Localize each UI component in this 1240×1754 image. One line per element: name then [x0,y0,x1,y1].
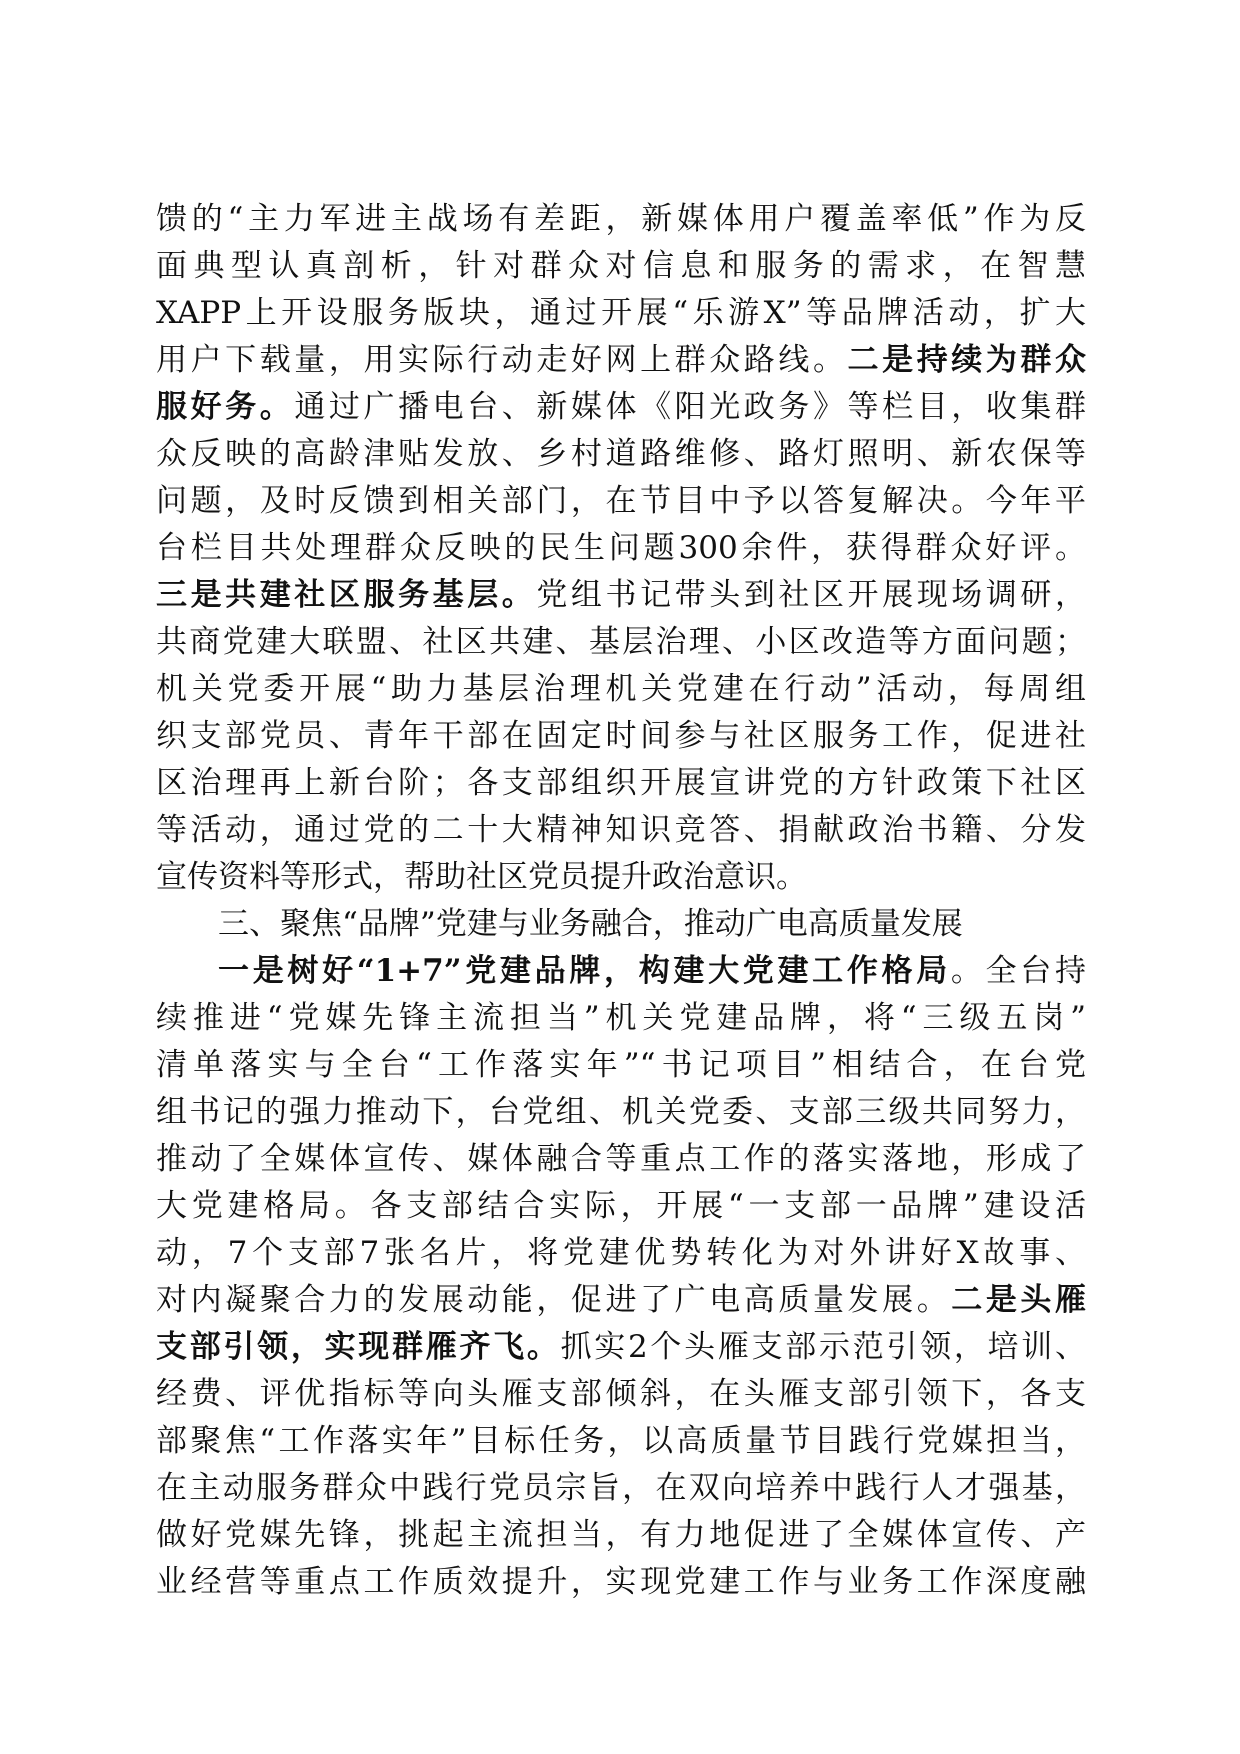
body-line: 在主动服务群众中践行党员宗旨，在双向培养中践行人才强基， [156,1470,1086,1506]
body-line: 大党建格局。各支部结合实际，开展“一支部一品牌”建设活 [156,1188,1086,1224]
body-line: 众反映的高龄津贴发放、乡村道路维修、路灯照明、新农保等 [156,436,1086,472]
body-line: 一是树好“1+7”党建品牌，构建大党建工作格局。全台持 [218,953,1086,989]
body-line: 台栏目共处理群众反映的民生问题300余件，获得群众好评。 [156,530,1086,566]
body-line: 面典型认真剖析，针对群众对信息和服务的需求，在智慧 [156,248,1086,284]
body-line: 部聚焦“工作落实年”目标任务，以高质量节目践行党媒担当， [156,1423,1086,1459]
body-line: XAPP上开设服务版块，通过开展“乐游X”等品牌活动，扩大 [156,295,1086,331]
body-line: 支部引领，实现群雁齐飞。抓实2个头雁支部示范引领，培训、 [156,1329,1086,1365]
bold-lead-phrase: 支部引领，实现群雁齐飞。 [156,1329,561,1365]
bold-lead-phrase: 服好务。 [156,389,295,425]
body-line: 等活动，通过党的二十大精神知识竞答、捐献政治书籍、分发 [156,812,1086,848]
body-line: 对内凝聚合力的发展动能，促进了广电高质量发展。二是头雁 [156,1282,1087,1318]
bold-lead-phrase: 二是头雁 [951,1282,1087,1318]
body-line: 续推进“党媒先锋主流担当”机关党建品牌，将“三级五岗” [156,1000,1086,1036]
document-page [156,196,1086,1606]
body-line: 区治理再上新台阶；各支部组织开展宣讲党的方针政策下社区 [156,765,1086,801]
body-line: 织支部党员、青年干部在固定时间参与社区服务工作，促进社 [156,718,1086,754]
body-line: 动，7个支部7张名片，将党建优势转化为对外讲好X故事、 [156,1235,1086,1271]
body-line: 用户下载量，用实际行动走好网上群众路线。二是持续为群众 [156,342,1087,378]
body-line: 三是共建社区服务基层。党组书记带头到社区开展现场调研， [156,577,1087,613]
body-line: 问题，及时反馈到相关部门，在节目中予以答复解决。今年平 [156,483,1086,519]
body-line: 共商党建大联盟、社区共建、基层治理、小区改造等方面问题； [156,624,1086,660]
section-heading: 三、聚焦“品牌”党建与业务融合，推动广电高质量发展 [218,906,963,942]
body-line: 馈的“主力军进主战场有差距，新媒体用户覆盖率低”作为反 [156,201,1086,237]
body-line: 经费、评优指标等向头雁支部倾斜，在头雁支部引领下，各支 [156,1376,1086,1412]
body-line: 组书记的强力推动下，台党组、机关党委、支部三级共同努力， [156,1094,1086,1130]
body-line: 服好务。通过广播电台、新媒体《阳光政务》等栏目，收集群 [156,389,1087,425]
body-line: 清单落实与全台“工作落实年”“书记项目”相结合，在台党 [156,1047,1086,1083]
body-line: 宣传资料等形式，帮助社区党员提升政治意识。 [156,859,807,895]
bold-lead-phrase: 二是持续为群众 [847,342,1087,378]
bold-lead-phrase: 一是树好“1+7”党建品牌，构建大党建工作格局 [218,953,951,989]
body-line: 机关党委开展“助力基层治理机关党建在行动”活动，每周组 [156,671,1086,707]
body-line: 推动了全媒体宣传、媒体融合等重点工作的落实落地，形成了 [156,1141,1086,1177]
body-line: 做好党媒先锋，挑起主流担当，有力地促进了全媒体宣传、产 [156,1517,1086,1553]
bold-lead-phrase: 三是共建社区服务基层。 [156,577,537,613]
body-line: 业经营等重点工作质效提升，实现党建工作与业务工作深度融 [156,1564,1086,1600]
